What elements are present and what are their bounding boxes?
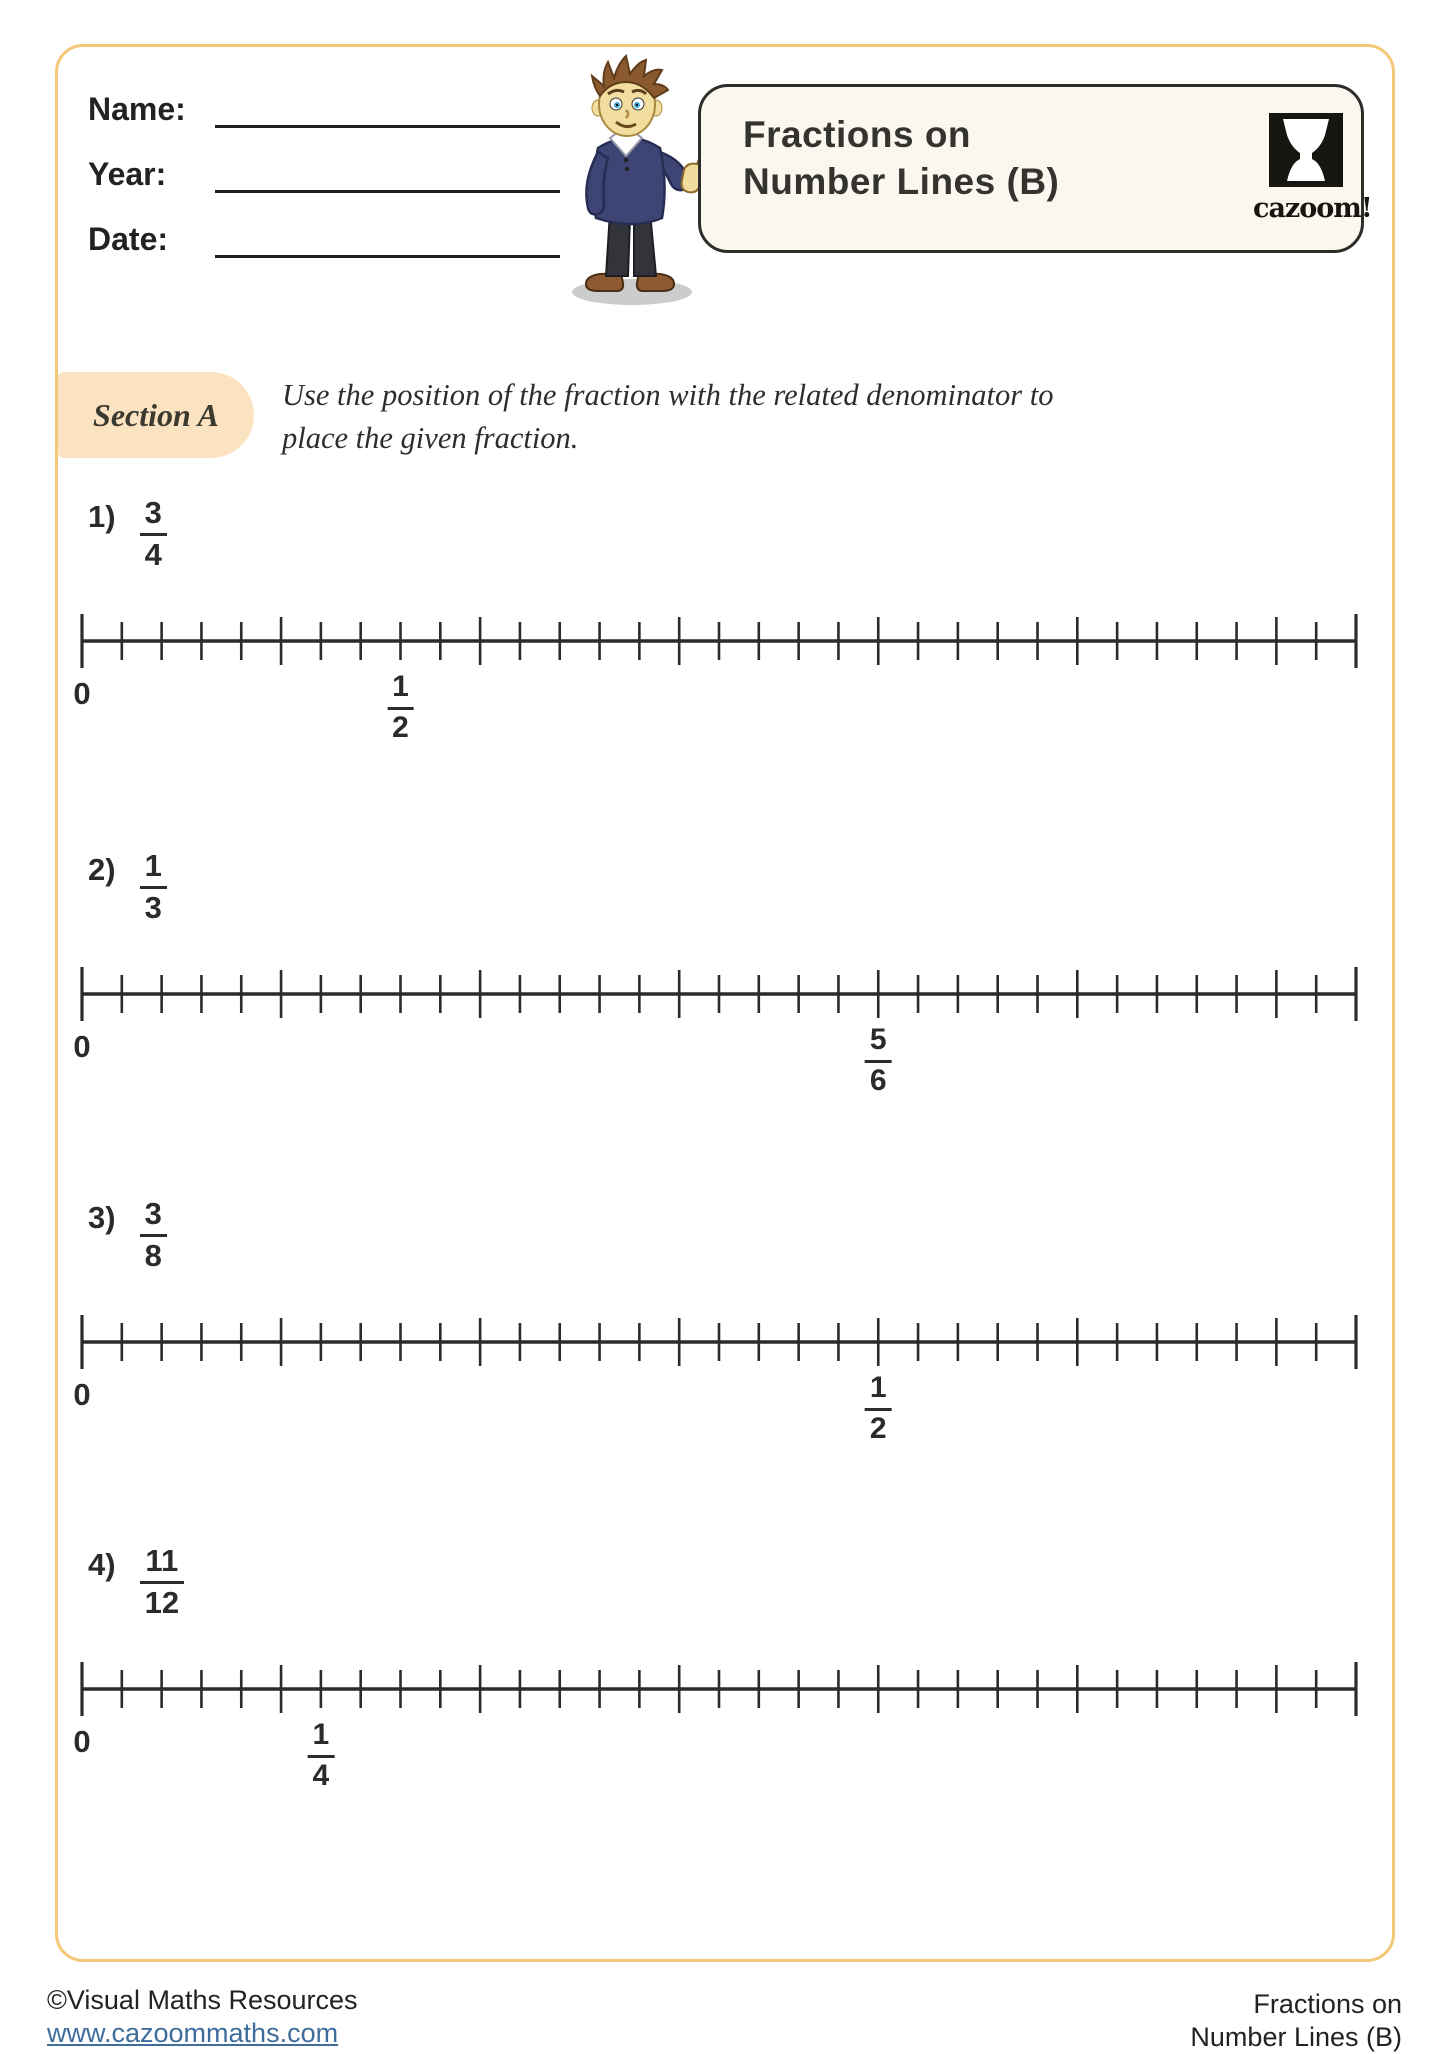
marked-fraction-denominator: 2 xyxy=(392,710,409,744)
given-fraction-numerator: 3 xyxy=(144,1196,162,1231)
date-row xyxy=(88,216,560,258)
fraction-bar xyxy=(140,886,167,889)
marked-fraction xyxy=(308,1720,335,1791)
marked-fraction xyxy=(387,672,414,743)
cazoom-drum-icon xyxy=(1269,113,1343,187)
marked-fraction-numerator: 5 xyxy=(869,1023,887,1056)
marked-fraction-wrap xyxy=(387,672,414,743)
problem-row xyxy=(0,492,1448,792)
problem-number: 2) xyxy=(88,852,116,887)
problem-header xyxy=(88,850,167,923)
problem-number: 3) xyxy=(88,1200,116,1235)
problem-header xyxy=(88,497,167,570)
name-label: Name: xyxy=(88,91,186,127)
fraction-bar xyxy=(140,1581,184,1584)
problem-header xyxy=(88,1198,167,1271)
problem-row xyxy=(0,1540,1448,1840)
marked-fraction xyxy=(865,1373,892,1444)
instruction-line-1: Use the position of the fraction with the related denominator to xyxy=(282,378,1054,412)
marked-fraction xyxy=(865,1025,892,1096)
name-blank-field[interactable] xyxy=(215,89,560,128)
cazoom-logo xyxy=(1253,113,1372,224)
fraction-bar xyxy=(140,1234,167,1237)
worksheet-title-box xyxy=(698,84,1372,253)
marked-fraction-wrap xyxy=(865,1373,892,1444)
zero-label: 0 xyxy=(73,1029,91,1064)
title-line-2: Number Lines (B) xyxy=(743,161,1060,202)
title-line-1: Fractions on xyxy=(743,114,972,155)
problem-number: 1) xyxy=(88,499,116,534)
section-a-label: Section A xyxy=(93,396,219,433)
instruction-line-2: place the given fraction. xyxy=(282,421,579,455)
fraction-bar xyxy=(140,533,167,536)
fraction-bar xyxy=(308,1755,335,1758)
zero-label: 0 xyxy=(73,1377,91,1412)
given-fraction-denominator: 3 xyxy=(144,889,162,925)
given-fraction-numerator: 3 xyxy=(144,495,162,530)
given-fraction-denominator: 12 xyxy=(144,1584,180,1620)
given-fraction xyxy=(140,1545,184,1618)
zero-label: 0 xyxy=(73,676,91,711)
date-label: Date: xyxy=(88,221,169,257)
number-line[interactable] xyxy=(0,965,1448,1023)
footer-copyright: ©Visual Maths Resources xyxy=(47,1985,358,2015)
given-fraction xyxy=(140,1198,167,1271)
marked-fraction-denominator: 2 xyxy=(869,1411,887,1445)
name-row xyxy=(88,86,560,128)
marked-fraction-wrap xyxy=(865,1025,892,1096)
problem-number: 4) xyxy=(88,1547,116,1582)
marked-fraction-denominator: 6 xyxy=(869,1063,887,1097)
marked-fraction-denominator: 4 xyxy=(312,1758,330,1792)
cazoom-logo-text: cazoom! xyxy=(1253,193,1372,224)
given-fraction-denominator: 8 xyxy=(144,1237,162,1273)
given-fraction xyxy=(140,850,167,923)
footer-title-line-2: Number Lines (B) xyxy=(1190,2022,1402,2052)
marked-fraction-wrap xyxy=(308,1720,335,1791)
fraction-bar xyxy=(865,1060,892,1063)
number-line[interactable] xyxy=(0,1313,1448,1371)
student-info-block xyxy=(88,86,560,281)
footer-title-line-1: Fractions on xyxy=(1253,1989,1402,2019)
marked-fraction-numerator: 1 xyxy=(392,670,409,703)
fraction-bar xyxy=(865,1408,892,1411)
given-fraction-numerator: 11 xyxy=(145,1543,179,1578)
given-fraction-denominator: 4 xyxy=(144,536,162,572)
fraction-bar xyxy=(387,707,414,710)
year-row xyxy=(88,151,560,193)
number-line[interactable] xyxy=(0,612,1448,670)
marked-fraction-numerator: 1 xyxy=(869,1371,887,1404)
footer-right xyxy=(1190,1988,1402,2054)
given-fraction xyxy=(140,497,167,570)
worksheet-title xyxy=(743,111,1059,205)
footer-website-link[interactable]: www.cazoommaths.com xyxy=(47,2018,339,2048)
problem-row xyxy=(0,1193,1448,1493)
problem-row xyxy=(0,845,1448,1145)
zero-label: 0 xyxy=(73,1724,91,1759)
mascot-illustration xyxy=(548,52,714,308)
problem-header xyxy=(88,1545,184,1618)
instruction-text xyxy=(282,374,1053,460)
section-a-pill xyxy=(58,372,254,458)
year-label: Year: xyxy=(88,156,167,192)
marked-fraction-numerator: 1 xyxy=(312,1718,330,1751)
date-blank-field[interactable] xyxy=(215,219,560,258)
given-fraction-numerator: 1 xyxy=(144,848,162,883)
footer-left xyxy=(47,1984,358,2050)
year-blank-field[interactable] xyxy=(215,154,560,193)
number-line[interactable] xyxy=(0,1660,1448,1718)
